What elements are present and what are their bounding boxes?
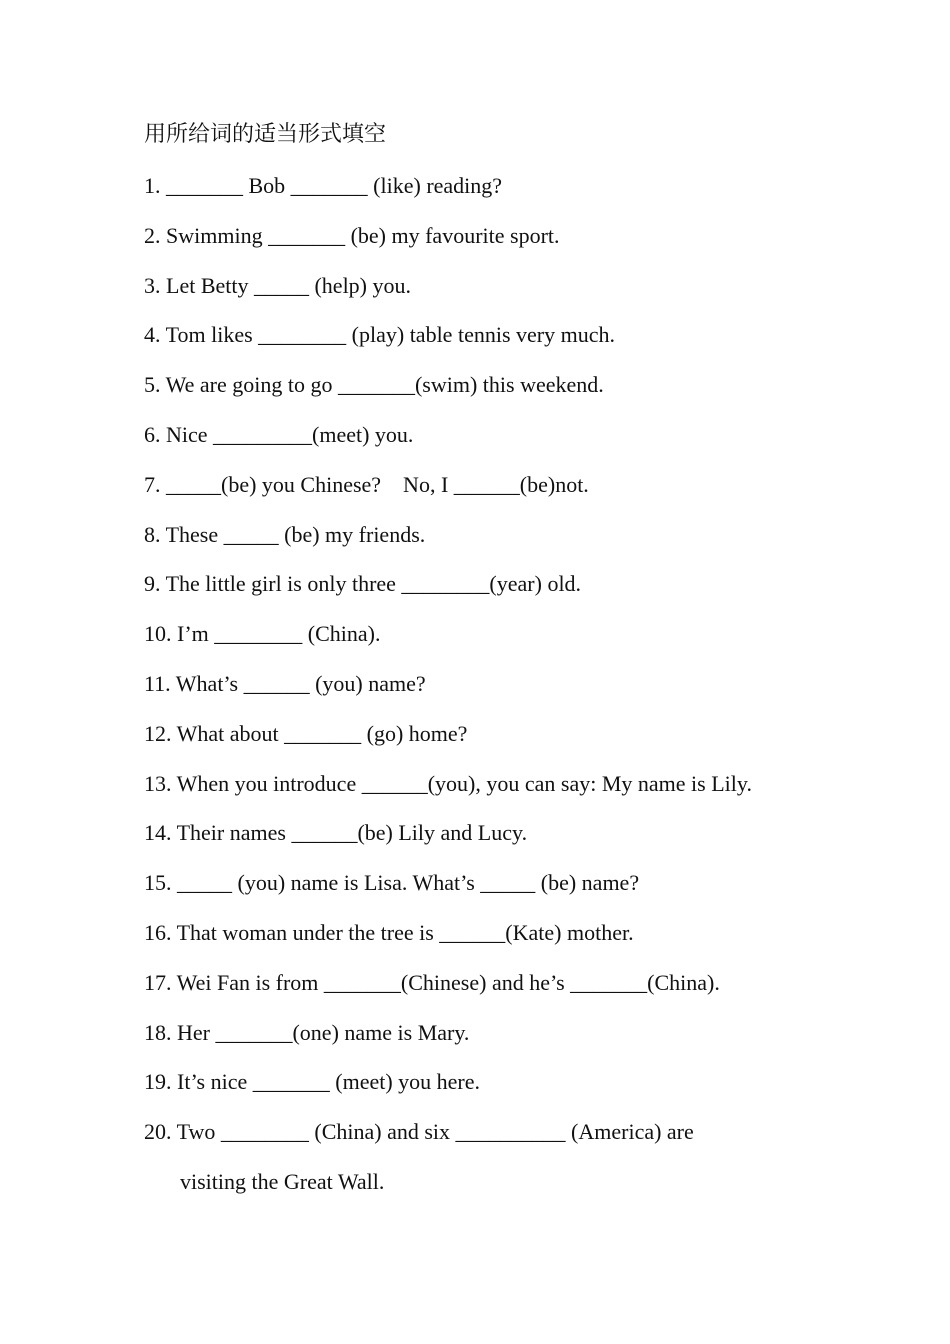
question-13: 13. When you introduce ______(you), you can say: My name is Lily. [144, 770, 752, 796]
question-5: 5. We are going to go _______(swim) this weekend. [144, 372, 604, 398]
question-2: 2. Swimming _______ (be) my favourite sport. [144, 222, 560, 248]
question-17: 17. Wei Fan is from _______(Chinese) and he’s _______(China). [144, 969, 720, 995]
question-10: 10. I’m ________ (China). [144, 621, 381, 647]
question-14: 14. Their names ______(be) Lily and Lucy. [144, 820, 528, 846]
question-11: 11. What’s ______ (you) name? [144, 670, 426, 696]
question-3: 3. Let Betty _____ (help) you. [144, 272, 412, 298]
question-6: 6. Nice _________(meet) you. [144, 421, 414, 447]
question-16: 16. That woman under the tree is ______(Kate) mother. [144, 919, 634, 945]
question-7: 7. _____(be) you Chinese? No, I ______(be)not. [144, 471, 589, 497]
question-9: 9. The little girl is only three ________(year) old. [144, 571, 582, 597]
question-19: 19. It’s nice _______ (meet) you here. [144, 1069, 481, 1095]
question-1: 1. _______ Bob _______ (like) reading? [144, 173, 503, 198]
worksheet-title: 用所给词的适当形式填空 [144, 121, 387, 146]
question-20: 20. Two ________ (China) and six __________ (America) are [144, 1119, 694, 1145]
question-12: 12. What about _______ (go) home? [144, 720, 468, 746]
question-15: 15. _____ (you) name is Lisa. What’s _____ (be) name? [144, 870, 640, 896]
question-list [144, 170, 864, 1216]
question-4: 4. Tom likes ________ (play) table tennis very much. [144, 322, 615, 348]
question-8: 8. These _____ (be) my friends. [144, 521, 426, 547]
question-18: 18. Her _______(one) name is Mary. [144, 1019, 470, 1045]
question-20-continuation: visiting the Great Wall. [180, 1168, 385, 1194]
